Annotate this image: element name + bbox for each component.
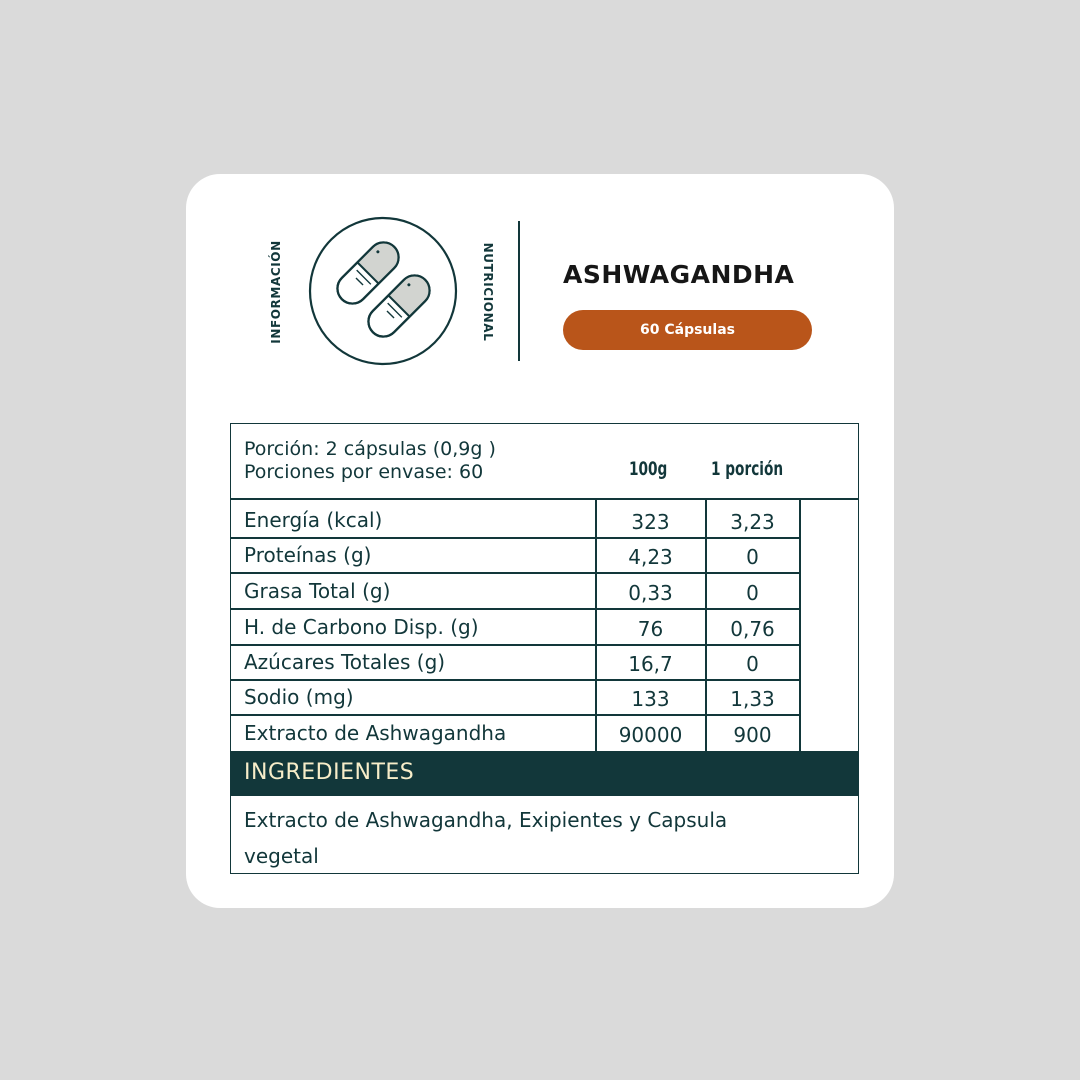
- sodium-100g: 133: [631, 687, 670, 711]
- fat-portion: 0: [746, 581, 759, 605]
- carbs-portion: 0,76: [730, 617, 775, 641]
- row-separator: [231, 679, 801, 681]
- ingredients-text: Extracto de Ashwagandha, Exipientes y Capsula vegetal: [244, 808, 728, 868]
- protein-portion: 0: [746, 545, 759, 569]
- servings-per-container: Porciones por envase: 60: [244, 461, 484, 483]
- nutrient-label-sugars: Azúcares Totales (g): [244, 650, 446, 674]
- row-separator: [231, 644, 801, 646]
- nutrient-label-sodium: Sodio (mg): [244, 685, 354, 709]
- row-separator: [231, 714, 801, 716]
- extract-100g: 90000: [618, 723, 683, 747]
- row-separator: [231, 572, 801, 574]
- nutrient-label-carbs: H. de Carbono Disp. (g): [244, 615, 479, 639]
- extract-portion: 900: [733, 723, 772, 747]
- energy-100g: 323: [631, 510, 670, 534]
- column-header-portion: 1 porción: [711, 458, 784, 480]
- column-header-100g: 100g: [629, 458, 668, 480]
- nutrient-label-energy: Energía (kcal): [244, 508, 383, 532]
- sodium-portion: 1,33: [730, 687, 775, 711]
- nutrition-table: [230, 423, 859, 874]
- info-vertical-label: INFORMACIÓN: [269, 240, 283, 344]
- row-separator: [231, 608, 801, 610]
- nutrition-card: [186, 174, 894, 908]
- column-divider: [799, 498, 801, 751]
- header-separator: [231, 498, 859, 500]
- nutrient-label-extract: Extracto de Ashwagandha: [244, 721, 507, 745]
- capsules-icon: [308, 216, 458, 366]
- header-divider: [518, 221, 520, 361]
- product-name: ASHWAGANDHA: [563, 260, 795, 289]
- nutrient-label-protein: Proteínas (g): [244, 543, 372, 567]
- energy-portion: 3,23: [730, 510, 775, 534]
- carbs-100g: 76: [637, 617, 664, 641]
- capsule-count-badge: 60 Cápsulas: [563, 310, 812, 350]
- nutritional-vertical-label: NUTRICIONAL: [481, 242, 495, 342]
- serving-info: [244, 438, 496, 484]
- ingredients-header: [231, 751, 859, 796]
- row-separator: [231, 537, 801, 539]
- protein-100g: 4,23: [628, 545, 673, 569]
- fat-100g: 0,33: [628, 581, 673, 605]
- sugars-100g: 16,7: [628, 652, 673, 676]
- sugars-portion: 0: [746, 652, 759, 676]
- nutrient-label-fat: Grasa Total (g): [244, 579, 391, 603]
- ingredients-title: INGREDIENTES: [244, 760, 415, 785]
- serving-size: Porción: 2 cápsulas (0,9g ): [244, 438, 496, 460]
